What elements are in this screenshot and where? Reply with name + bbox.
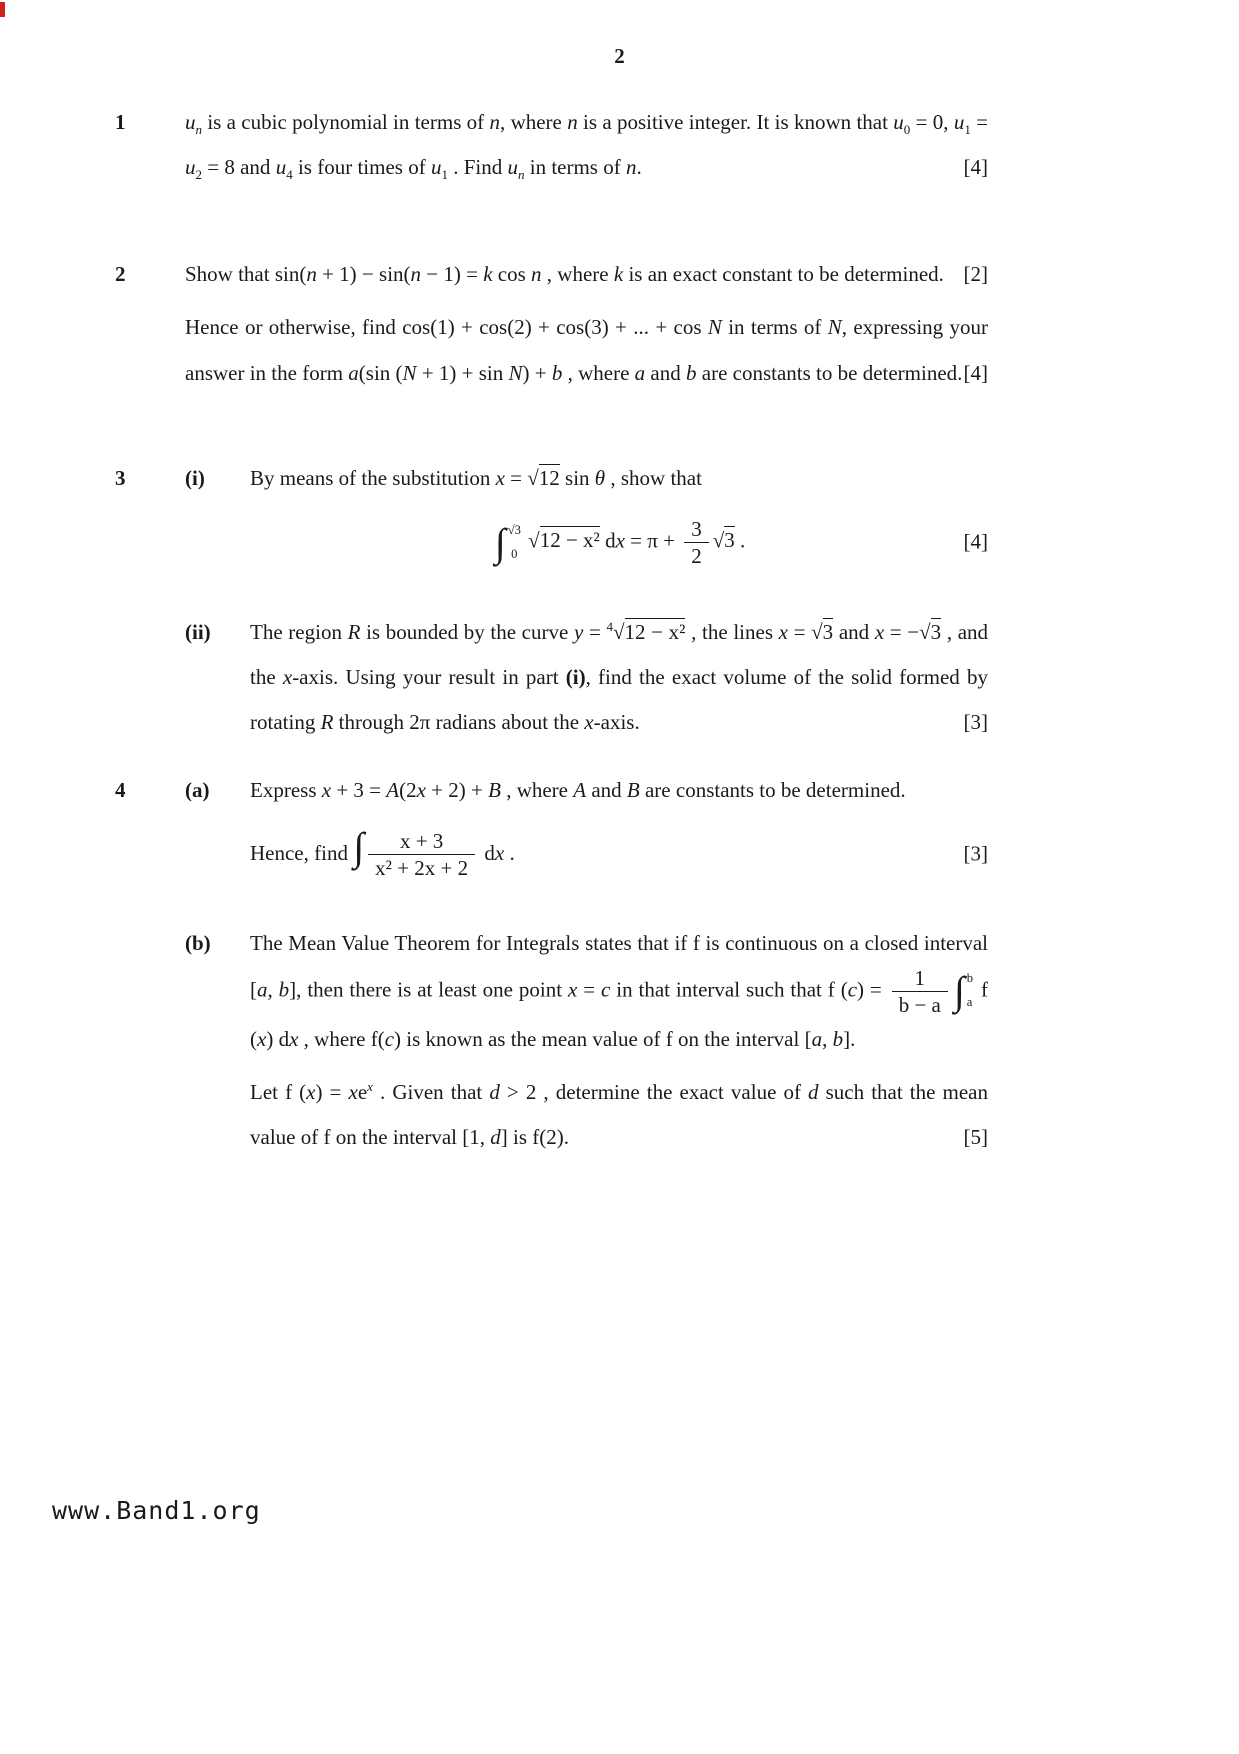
scan-artifact [0,2,5,17]
display-equation [250,509,988,576]
text-segment: x [257,1026,267,1051]
text-segment: x [874,620,885,645]
text-segment: R [347,620,361,645]
text-segment: Hence, find [250,840,354,865]
part-body [250,921,988,1161]
text-segment: n [567,110,578,134]
text-segment: N [707,315,722,340]
text-segment: √ [712,528,725,553]
text-segment: (2 [399,777,417,802]
text-segment: -axis. [593,710,640,735]
display-equation [250,821,988,887]
question-part-b [185,921,988,1161]
text-segment: 1 [964,122,971,138]
text-segment: B [626,777,640,802]
text-segment: e [357,1080,368,1105]
text-segment: d [599,528,616,553]
text-segment: is a positive integer. It is known that [577,110,894,134]
text-segment: x [306,1080,316,1105]
text-segment: 1 [441,167,448,183]
text-segment: f ( [250,977,989,1051]
text-segment: in terms of [524,155,626,180]
marks-badge: [4] [963,360,988,385]
question-part [185,252,988,395]
integral-with-limits: ∫ √3 0 [494,519,521,565]
question-part-ii [185,610,988,745]
marks-badge: [5] [963,1125,988,1150]
text-segment: ] is f(2). [500,1125,569,1150]
paragraph [250,456,988,501]
text-segment: c [847,977,858,1002]
text-segment: Express [250,777,322,802]
text-segment: Hence or otherwise, find cos(1) + cos(2) + cos(3) + ... + cos [185,315,708,340]
text-segment: u [430,155,442,180]
text-segment: such that the mean value of f on the interval [1, [250,1080,988,1150]
text-segment: n [306,262,317,287]
text-segment: = π + [624,528,681,553]
text-segment: ) + [522,360,552,385]
text-segment: x [282,665,293,690]
text-segment: + 1) + sin [416,360,509,385]
text-segment: ) = [857,977,888,1002]
text-segment: ∫ [353,823,365,869]
text-segment: x [416,777,426,802]
text-segment: = [787,620,812,645]
text-segment: By means of the substitution [250,465,496,490]
text-segment: , and the [250,620,989,690]
text-segment: , where [500,777,574,802]
part-body [250,610,988,745]
question-number: 4 [115,777,126,802]
text-segment: a [634,360,646,385]
text-segment: + 3 = [331,777,387,802]
text-segment: is a cubic polynomial in terms of [202,110,490,134]
question-3 [115,456,988,746]
question-body [185,768,988,1161]
part-label: (b) [185,930,211,955]
question-1 [115,100,988,190]
text-segment: N [402,360,417,385]
text-segment: = [577,977,602,1002]
question-2 [115,252,988,395]
text-segment: d [808,1080,819,1105]
paragraph [250,610,988,745]
marks-badge: [3] [963,840,988,865]
text-segment: √ [919,620,931,645]
text-segment: 3 [930,620,942,645]
text-segment: x [321,777,332,802]
text-segment: n [410,262,422,287]
text-segment: √ [612,620,625,645]
text-segment: b [278,977,290,1002]
text-segment: x [778,620,788,645]
question-body [185,100,988,190]
fraction: $\frac{x + 3}{\text{x² + 2x + 2}}$ [368,829,475,880]
text-segment: cos [492,262,532,287]
question-number: 2 [115,262,126,287]
footer-url: www.Band1.org [52,1496,261,1525]
text-segment: = 0, [910,110,954,134]
text-segment: The region [250,620,348,645]
text-segment: in that interval such that f ( [610,977,848,1002]
text-segment: 12 [538,465,560,490]
text-segment: √ [811,620,823,645]
text-segment: 3 [724,528,735,553]
part-label: (ii) [185,620,211,645]
part-body [185,100,988,190]
paragraph [250,921,988,1063]
text-segment: through 2π radians about the [333,710,585,735]
text-segment: and [645,360,686,385]
text-segment: u [507,155,518,180]
text-segment: and [586,777,627,802]
text-segment: are constants to be determined. [696,360,963,385]
text-segment: √ [527,465,539,490]
text-segment: c [601,977,611,1002]
text-segment: 2 [195,167,203,183]
marks-badge: [4] [963,529,988,554]
fraction: $\frac{3}{2}$ [684,517,709,568]
text-segment: c [384,1026,395,1051]
text-segment: and [833,620,875,645]
text-segment: (i) [565,665,586,690]
text-segment: x [495,465,505,490]
text-segment: are constants to be determined. [639,777,906,802]
text-segment: = 8 and [202,155,276,180]
text-segment: ) is known as the mean value of f on the interval [ [394,1026,812,1051]
text-segment: , the lines [685,620,779,645]
text-segment: n [625,155,637,180]
text-segment: n [489,110,500,134]
paragraph [185,252,988,297]
text-segment: 0 [903,122,911,138]
text-segment: . Find [447,155,508,180]
text-segment: , find the exact volume of the solid formed by rotating [250,665,989,735]
text-segment: n [195,122,203,138]
text-segment: ) d [266,1026,290,1051]
text-segment: 4 [286,167,293,183]
question-part-a [185,768,988,887]
question-number: 1 [115,110,126,134]
text-segment: is bounded by the curve [360,620,574,645]
text-segment: b [551,360,563,385]
text-segment: + 1) − sin( [316,262,411,287]
question-4 [115,768,988,1161]
marks-badge: [3] [963,710,988,735]
text-segment: y [573,620,584,645]
question-part-i [185,456,988,576]
text-segment: The Mean Value Theorem for Integrals states that if f is continuous on a closed interval [ [250,930,988,1002]
text-segment: a [257,977,268,1002]
text-segment: = − [884,620,920,645]
part-body [185,252,988,395]
text-segment: − 1) = [421,262,484,287]
marks-badge: [2] [963,262,988,287]
text-segment: + 2) + [425,777,489,802]
text-segment: u [275,155,287,180]
marks-badge: [4] [963,155,988,180]
text-segment: 4 [606,619,613,635]
text-segment: n [531,262,542,287]
text-segment: , [822,1026,833,1051]
text-segment: a [811,1026,823,1051]
text-segment: x [494,840,505,865]
text-segment: x [289,1026,299,1051]
paragraph [185,305,988,395]
question-body [185,252,988,395]
text-segment: x [584,710,594,735]
text-segment: √ [528,528,540,553]
text-segment: a [348,360,359,385]
text-segment: u [185,155,196,180]
text-segment: b [832,1026,844,1051]
text-segment: u [953,110,965,134]
text-segment: θ [594,465,606,490]
text-segment: d [489,1080,500,1105]
text-segment: , where f( [298,1026,385,1051]
text-segment: . [734,528,746,553]
text-segment: , where [562,360,635,385]
text-segment: . [636,155,642,180]
text-segment: Let f ( [250,1080,307,1105]
text-segment: sin [559,465,595,490]
text-segment: d [490,1125,501,1150]
fraction: $\frac{1}{b - a}$ [892,966,948,1017]
text-segment: x [615,528,625,553]
text-segment: u [185,110,196,134]
text-segment: k [613,262,624,287]
text-segment: , [267,977,279,1002]
part-body [250,456,988,576]
text-segment: = [970,110,988,134]
question-body [185,456,988,746]
text-segment: u [893,110,904,134]
part-body [250,768,988,887]
text-segment: , where [500,110,568,134]
text-segment: (sin ( [358,360,403,385]
paragraph [250,1070,988,1160]
text-segment: in terms of [721,315,828,340]
text-segment: . [504,840,515,865]
text-segment: x [348,1080,358,1105]
part-label: (a) [185,777,210,802]
text-segment: d [479,840,495,865]
question-number: 3 [115,465,126,490]
text-segment: , show that [605,465,702,490]
text-segment: b [686,360,697,385]
text-segment: -axis. Using your result in part [292,665,566,690]
text-segment: , expressing your answer in the form [185,315,988,385]
text-segment: . Given that [372,1080,490,1105]
text-segment: = [504,465,528,490]
text-segment: 3 [822,620,834,645]
text-segment: R [320,710,334,735]
text-segment: x [568,977,578,1002]
text-segment: x [367,1079,373,1095]
text-segment: is four times of [292,155,431,180]
text-segment: k [483,262,493,287]
integral-with-limits: ∫ b a [953,968,974,1014]
text-segment: N [827,315,842,340]
text-segment: 12 − x² [624,620,686,645]
text-segment: ], then there is at least one point [289,977,568,1002]
text-segment: n [517,167,525,183]
text-segment: ) = [315,1080,349,1105]
paragraph [185,100,988,190]
text-segment: > 2 , determine the exact value of [499,1080,809,1105]
text-segment: , where [541,262,614,287]
question-part [185,100,988,190]
text-segment: is an exact constant to be determined. [623,262,944,287]
part-label: (i) [185,465,205,490]
text-segment: A [386,777,400,802]
text-segment: N [508,360,523,385]
page-number: 2 [614,44,625,68]
questions-content [115,100,988,1160]
text-segment: ]. [843,1026,856,1051]
text-segment: = [583,620,607,645]
text-segment: A [573,777,587,802]
text-segment: B [488,777,501,802]
text-segment: Show that sin( [185,262,307,287]
paragraph [250,768,988,813]
text-segment: 12 − x² [539,528,600,553]
